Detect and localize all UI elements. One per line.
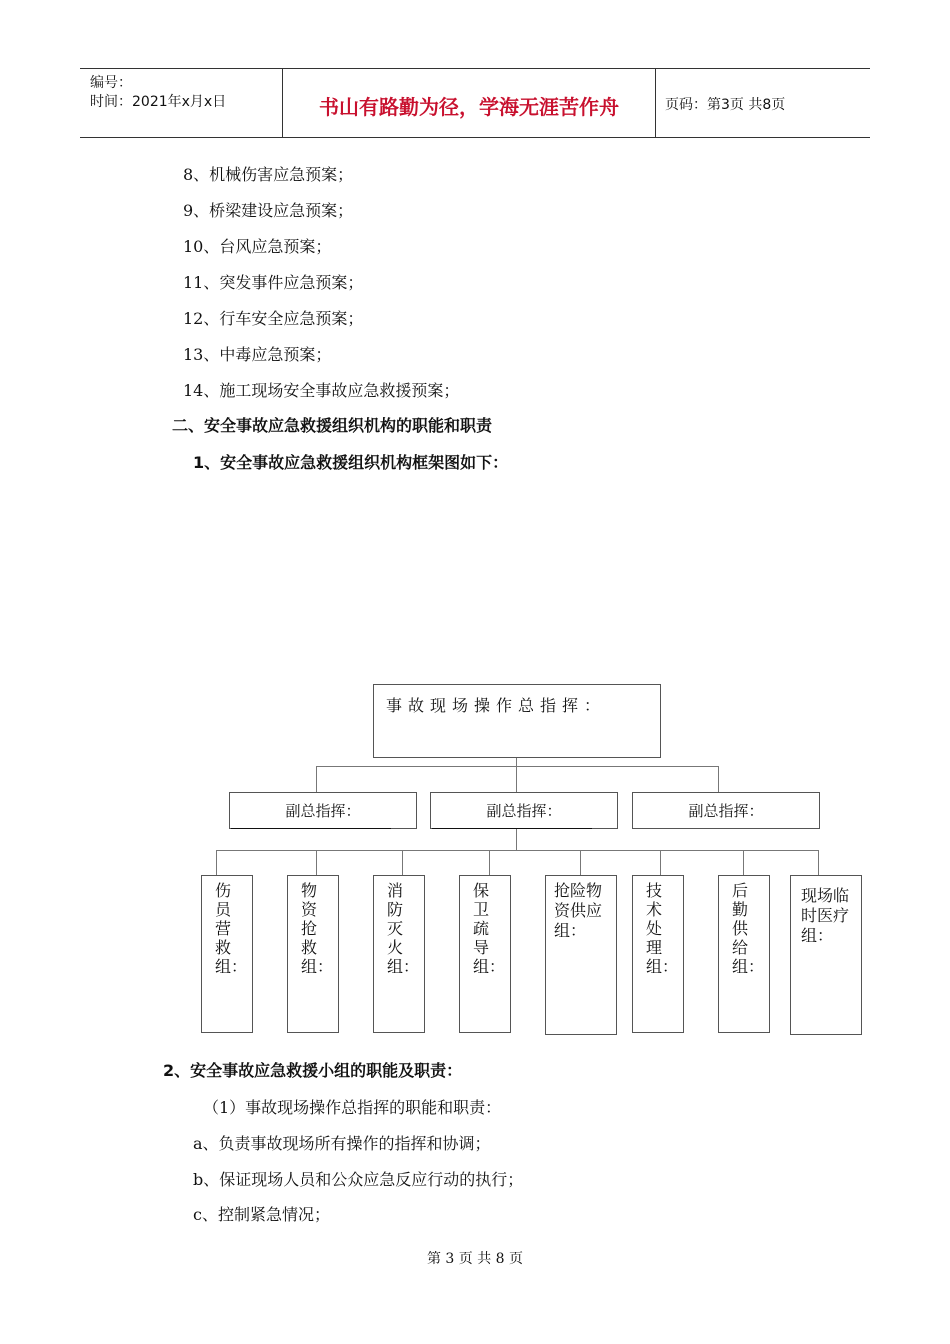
org-deputy-box xyxy=(229,792,417,829)
connector xyxy=(660,850,661,876)
org-group-label xyxy=(473,881,506,976)
org-top-box xyxy=(373,684,661,758)
org-group-text: 保卫疏导组： xyxy=(473,881,506,976)
org-group-box xyxy=(459,875,511,1033)
org-group-label xyxy=(301,881,334,976)
list-item: 8、机械伤害应急预案； xyxy=(183,165,354,184)
org-deputy-label: 副总指挥： xyxy=(486,802,562,820)
connector xyxy=(216,850,217,876)
org-group-label xyxy=(646,881,679,976)
connector xyxy=(316,850,317,876)
org-group-text: 物资抢救组： xyxy=(301,881,334,976)
org-deputy-label: 副总指挥： xyxy=(688,802,764,820)
org-group-box xyxy=(287,875,339,1033)
org-top-label: 事故现场操作总指挥： xyxy=(386,696,607,715)
org-group-label xyxy=(732,881,765,976)
list-item: 9、桥梁建设应急预案； xyxy=(183,201,354,220)
org-deputy-label: 副总指挥： xyxy=(285,802,361,820)
header-motto-cell xyxy=(282,69,656,137)
org-group-label: 抢险物资供应组： xyxy=(554,881,603,940)
org-group-label xyxy=(215,881,248,976)
header-page-cell xyxy=(655,69,870,137)
connector xyxy=(818,850,819,876)
org-group-text: 后勤供给组： xyxy=(732,881,765,976)
underline xyxy=(432,828,592,829)
connector xyxy=(489,850,490,876)
org-group-box xyxy=(201,875,253,1033)
connector xyxy=(316,766,719,767)
org-group-box xyxy=(790,875,862,1035)
connector xyxy=(580,850,581,876)
connector xyxy=(743,850,744,876)
page-header xyxy=(80,68,870,138)
org-group-box xyxy=(545,875,617,1035)
org-group-label xyxy=(387,881,420,976)
org-group-text: 伤员营救组： xyxy=(215,881,248,976)
connector xyxy=(216,850,819,851)
list-item: 14、施工现场安全事故应急救援预案； xyxy=(183,381,460,400)
connector xyxy=(316,766,317,792)
connector xyxy=(516,829,517,850)
subsection-title: 2、安全事故应急救援小组的职能及职责： xyxy=(163,1061,463,1080)
underline xyxy=(231,828,391,829)
list-item: 13、中毒应急预案； xyxy=(183,345,332,364)
list-item: 10、台风应急预案； xyxy=(183,237,332,256)
duties-title: （1）事故现场操作总指挥的职能和职责： xyxy=(203,1098,502,1117)
document-number: 编号： xyxy=(90,75,132,91)
duty-item: c、控制紧急情况； xyxy=(193,1205,330,1224)
duty-item: b、保证现场人员和公众应急反应行动的执行； xyxy=(193,1170,524,1189)
page-footer: 第 3 页 共 8 页 xyxy=(426,1251,524,1267)
header-meta xyxy=(80,69,282,137)
org-group-text: 消防灭火组： xyxy=(387,881,420,976)
org-group-text: 技术处理组： xyxy=(646,881,679,976)
org-group-box xyxy=(718,875,770,1033)
motto: 书山有路勤为径，学海无涯苦作舟 xyxy=(319,95,619,119)
section-title: 二、安全事故应急救援组织机构的职能和职责 xyxy=(172,416,493,435)
subsection-title: 1、安全事故应急救援组织机构框架图如下： xyxy=(193,453,509,472)
org-group-box xyxy=(632,875,684,1033)
connector xyxy=(516,758,517,793)
org-deputy-box xyxy=(430,792,618,829)
org-group-label: 现场临时医疗组： xyxy=(801,886,850,945)
org-deputy-box xyxy=(632,792,820,829)
duty-item: a、负责事故现场所有操作的指挥和协调； xyxy=(193,1134,491,1153)
list-item: 12、行车安全应急预案； xyxy=(183,309,364,328)
list-item: 11、突发事件应急预案； xyxy=(183,273,364,292)
document-date: 时间：2021年x月x日 xyxy=(90,94,227,110)
connector xyxy=(718,766,719,792)
page-info: 页码：第3页 共8页 xyxy=(665,97,786,113)
connector xyxy=(402,850,403,876)
org-group-box xyxy=(373,875,425,1033)
